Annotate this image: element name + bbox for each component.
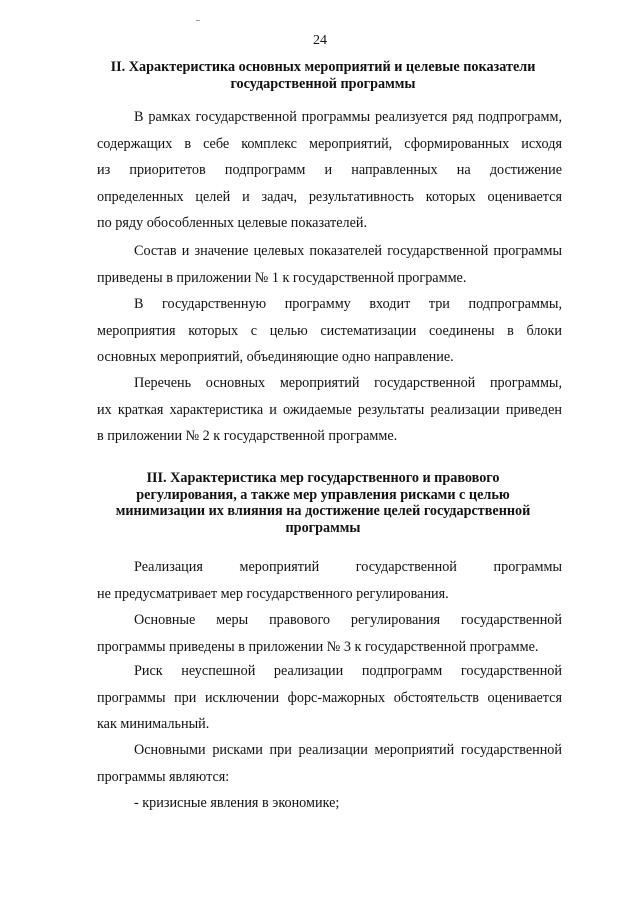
text-line: Состав и значение целевых показателей государственной программы xyxy=(134,243,562,259)
section-2-heading-line: государственной программы xyxy=(230,75,416,92)
text-line: программы приведены в приложении № 3 к государственной программе. xyxy=(97,638,539,655)
section-3-heading xyxy=(80,470,566,536)
text-line: как минимальный. xyxy=(97,716,210,732)
section-3-heading-line: программы xyxy=(285,519,361,536)
text-line: Основные меры правового регулирования государственной xyxy=(134,612,562,628)
text-line: определенных целей и задач, результативность которых оценивается xyxy=(97,188,562,205)
section-3-list xyxy=(97,790,562,817)
text-line: В государственную программу входит три подпрограммы, xyxy=(134,296,562,312)
section-2-paragraph-1 xyxy=(97,104,562,237)
text-line: программы являются: xyxy=(97,768,230,785)
text-line: содержащих в себе комплекс мероприятий, сформированных исходя xyxy=(97,135,562,152)
list-item: - кризисные явления в экономике; xyxy=(134,795,340,811)
text-line: Основными рисками при реализации мероприятий государственной xyxy=(134,742,562,758)
text-line: в приложении № 2 к государственной программе. xyxy=(97,428,398,444)
section-2-heading xyxy=(80,59,566,92)
section-3-heading-line: минимизации их влияния на достижение целей государственной xyxy=(115,503,531,519)
text-line: не предусматривает мер государственного регулирования. xyxy=(97,585,449,602)
text-line: В рамках государственной программы реализуется ряд подпрограмм, xyxy=(134,109,562,125)
text-line: мероприятия которых с целью систематизации соединены в блоки xyxy=(97,322,562,339)
text-line: их краткая характеристика и ожидаемые результаты реализации приведен xyxy=(97,401,562,418)
section-3-paragraph-4 xyxy=(97,737,562,790)
text-line: Перечень основных мероприятий государственной программы, xyxy=(134,375,562,391)
section-2-paragraph-4 xyxy=(97,370,562,450)
section-3-paragraph-3 xyxy=(97,658,562,738)
text-line: программы при исключении форс-мажорных обстоятельств оценивается xyxy=(97,689,562,706)
text-line: Реализация мероприятий государственной программы xyxy=(134,559,562,575)
section-3-heading-line: регулирования, а также мер управления рисками с целью xyxy=(136,486,510,503)
page-number: 24 xyxy=(313,33,327,48)
text-line: приведены в приложении № 1 к государственной программе. xyxy=(97,269,467,286)
text-line: основных мероприятий, объединяющие одно направление. xyxy=(97,349,454,365)
section-3-heading-line: III. Характеристика мер государственного и правового xyxy=(146,470,500,486)
section-2-paragraph-3 xyxy=(97,291,562,371)
section-2-heading-line: II. Характеристика основных мероприятий и целевые показатели xyxy=(110,59,536,75)
text-line: из приоритетов подпрограмм и направленных на достижение xyxy=(97,162,562,178)
section-3-paragraph-2 xyxy=(97,607,562,660)
section-2-paragraph-2 xyxy=(97,238,562,291)
text-line: по ряду обособленных целевые показателей. xyxy=(97,215,368,231)
scan-speck xyxy=(196,20,200,21)
section-3-paragraph-1 xyxy=(97,554,562,607)
text-line: Риск неуспешной реализации подпрограмм государственной xyxy=(134,663,562,679)
